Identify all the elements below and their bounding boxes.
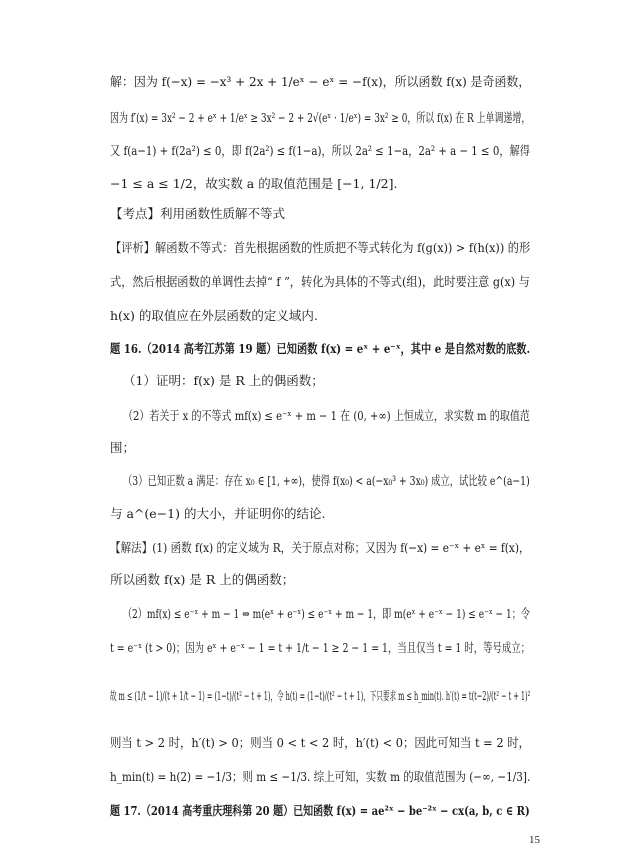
text-line: 所以函数 f(x) 是 R 上的偶函数； xyxy=(110,572,295,587)
text-line: t = e⁻ˣ (t > 0)；因为 eˣ + e⁻ˣ − 1 = t + 1/t − 1 ≥ 2 − 1 = 1，当且仅当 t = 1 时，等号成立； xyxy=(110,640,531,655)
text-line: （2）若关于 x 的不等式 mf(x) ≤ e⁻ˣ + m − 1 在 (0, +∞) 上恒成立，求实数 m 的取值范 xyxy=(123,408,530,423)
text-line: （2）mf(x) ≤ e⁻ˣ + m − 1 ⇔ m(eˣ + e⁻ˣ) ≤ e⁻ˣ + m − 1，即 m(eˣ + e⁻ˣ − 1) ≤ e⁻ˣ − 1；令 xyxy=(123,606,530,621)
text-line: 则当 t > 2 时，h′(t) > 0；则当 0 < t < 2 时，h′(t) < 0；因此可知当 t = 2 时， xyxy=(110,735,530,750)
text-line: 围； xyxy=(110,440,136,455)
text-line: 又 f(a−1) + f(2a²) ≤ 0，即 f(2a²) ≤ f(1−a)，所以 2a² ≤ 1−a，2a² + a − 1 ≤ 0，解得 xyxy=(110,143,530,158)
text-line: 题 16.（2014 高考江苏第 19 题）已知函数 f(x) = eˣ + e⁻ˣ，其中 e 是自然对数的底数. xyxy=(110,341,531,356)
text-line: −1 ≤ a ≤ 1/2，故实数 a 的取值范围是 [−1, 1/2]. xyxy=(110,176,398,191)
text-line: 故 m ≤ (1/t − 1)/(t + 1/t − 1) = (1−t)/(t² − t + 1)，令 h(t) = (1−t)/(t² − t + 1)，下只要求 m ≤ h_min(t). h′(t) = t(t−2)/(t² − t + 1)² xyxy=(110,689,531,703)
text-line: 与 a^(e−1) 的大小，并证明你的结论. xyxy=(110,506,326,521)
text-line: 【考点】利用函数性质解不等式 xyxy=(110,206,286,221)
text-line: 因为 f′(x) = 3x² − 2 + eˣ + 1/eˣ ≥ 3x² − 2 + 2√(eˣ · 1/eˣ) = 3x² ≥ 0，所以 f(x) 在 R 上单调递增， xyxy=(110,110,531,125)
text-line: 解：因为 f(−x) = −x³ + 2x + 1/eˣ − eˣ = −f(x)，所以函数 f(x) 是奇函数， xyxy=(110,74,531,89)
text-line: （3）已知正数 a 满足：存在 x₀ ∈ [1, +∞)，使得 f(x₀) < a(−x₀³ + 3x₀) 成立，试比较 e^(a−1) xyxy=(123,473,530,488)
text-line: （1）证明：f(x) 是 R 上的偶函数； xyxy=(123,373,324,388)
text-line: h_min(t) = h(2) = −1/3；则 m ≤ −1/3. 综上可知，实数 m 的取值范围为 (−∞, −1/3]. xyxy=(110,769,531,784)
text-line: 【评析】解函数不等式：首先根据函数的性质把不等式转化为 f(g(x)) > f(h(x)) 的形 xyxy=(110,240,531,255)
text-line: 题 17.（2014 高考重庆理科第 20 题）已知函数 f(x) = ae²ˣ − be⁻²ˣ − cx(a, b, c ∈ R) xyxy=(110,803,530,818)
text-line: 式，然后根据函数的单调性去掉“ f ”，转化为具体的不等式(组)，此时要注意 g(x) 与 xyxy=(110,274,530,289)
text-line: 【解法】(1) 函数 f(x) 的定义域为 R，关于原点对称；又因为 f(−x) = e⁻ˣ + eˣ = f(x)， xyxy=(110,540,530,555)
text-line: h(x) 的取值应在外层函数的定义域内. xyxy=(110,308,318,323)
page-number: 15 xyxy=(529,834,540,846)
